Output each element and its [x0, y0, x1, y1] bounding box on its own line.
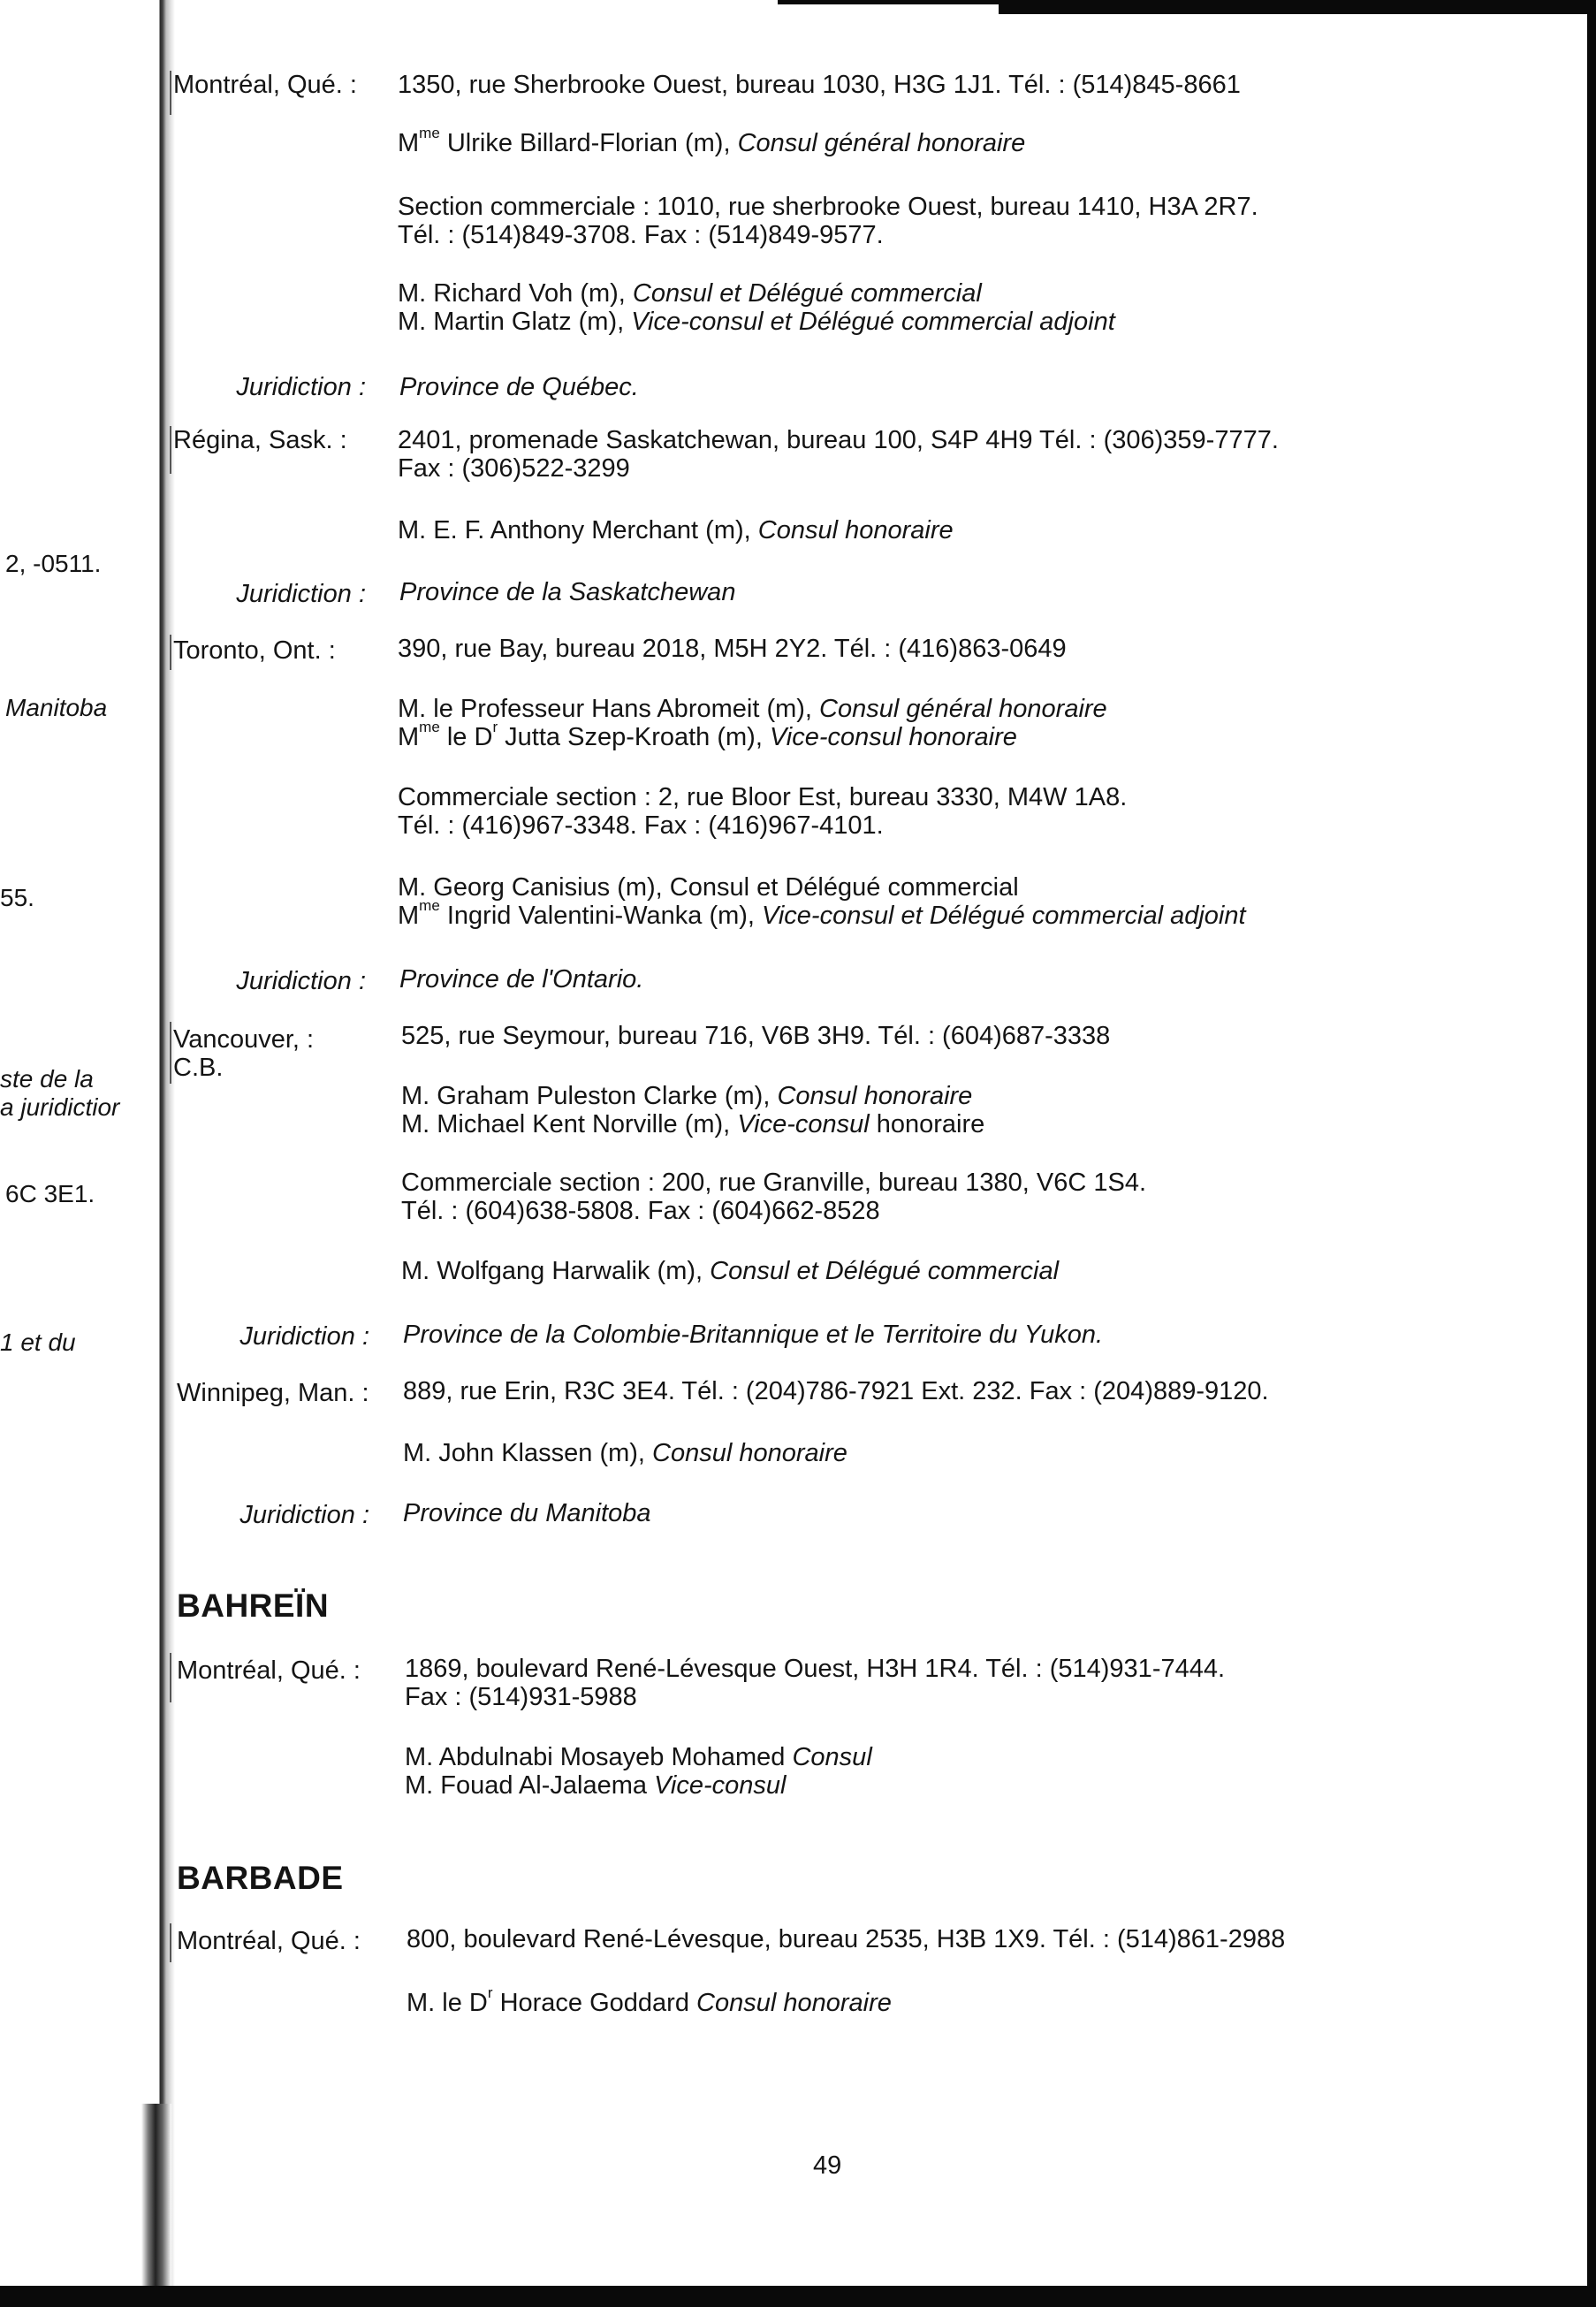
jurisdiction-value: Province de Québec.: [399, 373, 639, 401]
fragment-6: 6C 3E1.: [5, 1180, 95, 1207]
fragment-5: a juridictior: [0, 1093, 120, 1121]
scan-edge-top: [999, 0, 1596, 14]
address-vancouver: 525, rue Seymour, bureau 716, V6B 3H9. Tél. : (604)687-3338: [401, 1022, 1111, 1050]
person-line: M. Wolfgang Harwalik (m), Consul et Délégué commercial: [401, 1257, 1060, 1285]
city-regina: Régina, Sask. :: [173, 426, 347, 454]
person-line: M. Abdulnabi Mosayeb Mohamed Consul: [405, 1743, 872, 1771]
entry-bracket: [170, 1022, 171, 1084]
address-montreal: 1350, rue Sherbrooke Ouest, bureau 1030, H3G 1J1. Tél. : (514)845-8661: [398, 71, 1241, 99]
country-heading-barbade: BARBADE: [177, 1860, 344, 1896]
fragment-4: ste de la: [0, 1065, 94, 1093]
scan-edge-right: [1587, 0, 1596, 2307]
city-vancouver: Vancouver, :: [173, 1025, 315, 1054]
page-number: 49: [813, 2151, 842, 2180]
jurisdiction-label: Juridiction :: [236, 967, 366, 995]
commercial-section-line: Commerciale section : 2, rue Bloor Est, bureau 3330, M4W 1A8.: [398, 783, 1128, 811]
address-regina: 2401, promenade Saskatchewan, bureau 100, S4P 4H9 Tél. : (306)359-7777.: [398, 426, 1279, 454]
person-line: $M^{me}$ Ingrid Valentini-Wanka (m), Vice-consul et Délégué commercial adjoint: [398, 897, 1246, 930]
commercial-section-line: Commerciale section : 200, rue Granville, bureau 1380, V6C 1S4.: [401, 1169, 1147, 1197]
fax-bahrein: Fax : (514)931-5988: [405, 1683, 637, 1711]
city-bahrein: Montréal, Qué. :: [177, 1656, 361, 1685]
jurisdiction-label: Juridiction :: [239, 1501, 369, 1529]
country-heading-bahrein: BAHREÏN: [177, 1587, 330, 1624]
commercial-contact-line: Tél. : (514)849-3708. Fax : (514)849-9577.: [398, 221, 884, 249]
person-line: $M^{me}$ Ulrike Billard-Florian (m), Consul général honoraire: [398, 125, 1026, 157]
entry-bracket: [170, 426, 171, 474]
person-line: M. Graham Puleston Clarke (m), Consul honoraire: [401, 1082, 973, 1110]
commercial-contact-line: Tél. : (604)638-5808. Fax : (604)662-8528: [401, 1197, 880, 1225]
entry-bracket: [170, 1653, 171, 1702]
jurisdiction-value: Province de l'Ontario.: [399, 965, 644, 994]
person-line: M. E. F. Anthony Merchant (m), Consul honoraire: [398, 516, 954, 544]
fragment-7: 1 et du: [0, 1329, 76, 1356]
jurisdiction-value: Province de la Colombie-Britannique et le Territoire du Yukon.: [403, 1321, 1104, 1349]
entry-bracket: [170, 635, 171, 670]
person-line: M. John Klassen (m), Consul honoraire: [403, 1439, 847, 1467]
person-line: M. Georg Canisius (m), Consul et Délégué commercial: [398, 873, 1019, 902]
address-winnipeg: 889, rue Erin, R3C 3E4. Tél. : (204)786-7921 Ext. 232. Fax : (204)889-9120.: [403, 1377, 1269, 1405]
commercial-contact-line: Tél. : (416)967-3348. Fax : (416)967-4101.: [398, 811, 884, 840]
entry-bracket: [170, 71, 171, 115]
address-barbade: 800, boulevard René-Lévesque, bureau 2535, H3B 1X9. Tél. : (514)861-2988: [407, 1925, 1286, 1953]
city-barbade: Montréal, Qué. :: [177, 1927, 361, 1955]
scan-edge-bottom: [0, 2286, 1596, 2307]
jurisdiction-label: Juridiction :: [236, 373, 366, 401]
city-winnipeg: Winnipeg, Man. :: [177, 1379, 369, 1407]
person-line: $M^{me}$ le $D^r$ Jutta Szep-Kroath (m), Vice-consul honoraire: [398, 719, 1017, 751]
jurisdiction-value: Province du Manitoba: [403, 1499, 651, 1527]
scan-edge-top-thin: [778, 0, 1007, 4]
commercial-section-line: Section commerciale : 1010, rue sherbrooke Ouest, bureau 1410, H3A 2R7.: [398, 193, 1258, 221]
jurisdiction-label: Juridiction :: [236, 580, 366, 608]
address-bahrein: 1869, boulevard René-Lévesque Ouest, H3H 1R4. Tél. : (514)931-7444.: [405, 1655, 1226, 1683]
person-line: M. Martin Glatz (m), Vice-consul et Délégué commercial adjoint: [398, 308, 1115, 336]
fragment-3: 55.: [0, 884, 34, 911]
entry-bracket: [170, 1923, 171, 1962]
person-line: M. Fouad Al-Jalaema Vice-consul: [405, 1771, 787, 1800]
facing-page-fragments: [0, 0, 159, 2286]
fragment-2: Manitoba: [5, 694, 108, 721]
person-line: M. le $D^r$ Horace Goddard Consul honoraire: [407, 1984, 892, 2017]
fax-regina: Fax : (306)522-3299: [398, 454, 630, 483]
jurisdiction-label: Juridiction :: [239, 1322, 369, 1351]
city-montreal: Montréal, Qué. :: [173, 71, 357, 99]
jurisdiction-value: Province de la Saskatchewan: [399, 578, 736, 606]
city-toronto: Toronto, Ont. :: [173, 636, 336, 665]
person-line: M. le Professeur Hans Abromeit (m), Consul général honoraire: [398, 695, 1107, 723]
person-line: M. Richard Voh (m), Consul et Délégué commercial: [398, 279, 982, 308]
person-line: M. Michael Kent Norville (m), Vice-consul honoraire: [401, 1110, 985, 1138]
address-toronto: 390, rue Bay, bureau 2018, M5H 2Y2. Tél. : (416)863-0649: [398, 635, 1067, 663]
city-vancouver-province: C.B.: [173, 1054, 224, 1082]
fragment-1: 2, -0511.: [5, 550, 102, 577]
